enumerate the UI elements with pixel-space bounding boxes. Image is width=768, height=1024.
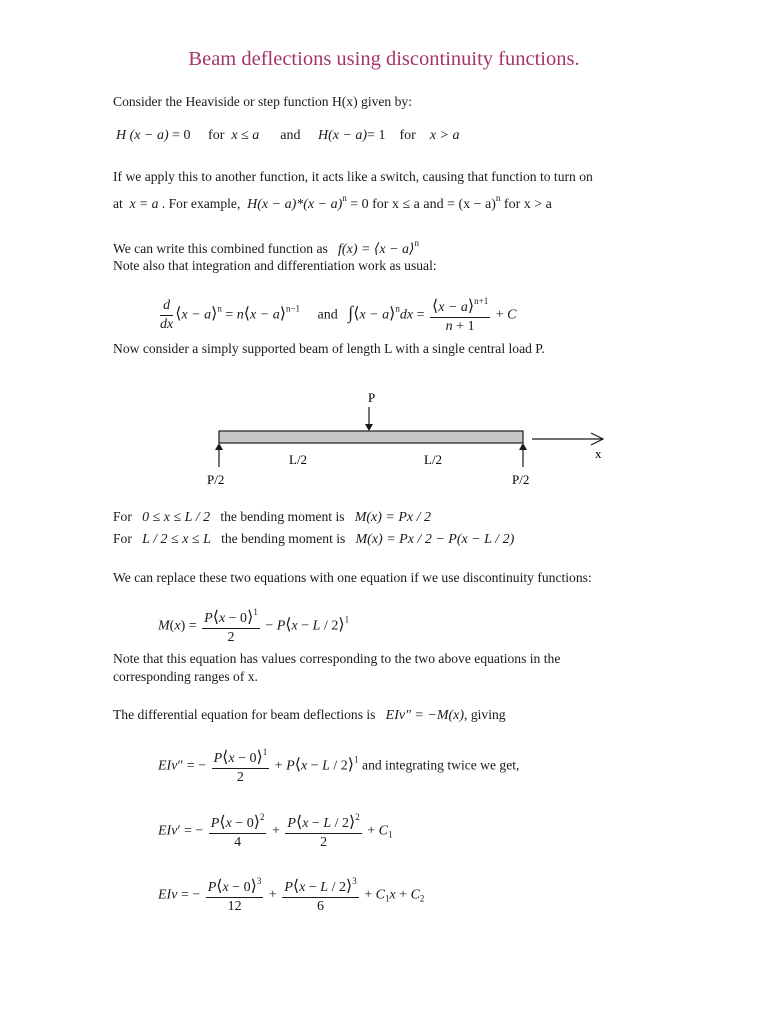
combined-function-line: We can write this combined function as f(x) = ⟨x − a⟩$^n$ xyxy=(113,238,420,257)
moment-line-2: For L / 2 ≤ x ≤ L the bending moment is M(x) = Px / 2 − P(x − L / 2) xyxy=(113,531,515,547)
beam-diagram xyxy=(0,380,768,490)
integration-note: Note also that integration and differentiation work as usual: xyxy=(113,258,437,273)
load-arrow-head xyxy=(365,424,373,431)
right-support-arrow-head xyxy=(519,443,527,450)
right-half-label: L/2 xyxy=(424,452,443,467)
switch-line-1: If we apply this to another function, it acts like a switch, causing that function to turn on xyxy=(113,169,593,184)
equation-eiv-first: EIv′ = − $\frac{P⟨x - 0⟩^2}{4}$ + $\frac{P⟨x - L / 2⟩^2}{2}$ + $C_1$ xyxy=(158,812,393,850)
page-title: Beam deflections using discontinuity functions. xyxy=(188,48,580,70)
moment-equation: M(x) = $\frac{P⟨x - 0⟩^1}{2}$ − P⟨x − L / 2⟩$^1$ xyxy=(158,607,350,645)
switch-line-2: at x = a . For example, $H(x - a)*(x - a)^n = 0$ for x ≤ a and = $(x - a)^n$ for x > a xyxy=(113,193,552,212)
load-label: P xyxy=(368,390,376,405)
equation-eiv: EIv = − $\frac{P⟨x - 0⟩^3}{12}$ + $\frac{P⟨x - L / 2⟩^3}{6}$ + $C_1x + C_2$ xyxy=(158,876,425,914)
left-reaction-label: P/2 xyxy=(207,472,225,487)
differential-line: The differential equation for beam deflections is EIv″ = −M(x), giving xyxy=(113,707,506,723)
heaviside-definition: H (x − a) = 0 for x ≤ a and H(x − a)= 1 for x > a xyxy=(116,128,460,143)
replace-text: We can replace these two equations with one equation if we use discontinuity functions: xyxy=(113,570,592,585)
left-support-arrow-head xyxy=(215,443,223,450)
beam-body xyxy=(219,431,523,443)
note-values-1: Note that this equation has values corresponding to the two above equations in the xyxy=(113,651,561,666)
note-values-2: corresponding ranges of x. xyxy=(113,669,258,684)
x-axis-label: x xyxy=(595,446,602,461)
intro-text: Consider the Heaviside or step function H(x) given by: xyxy=(113,94,412,109)
equation-eiv-second: EIv″ = − $\frac{P⟨x - 0⟩^1}{2}$ + P⟨x − L / 2⟩$^1$ and integrating twice we get, xyxy=(158,747,520,785)
left-half-label: L/2 xyxy=(289,452,308,467)
moment-line-1: For 0 ≤ x ≤ L / 2 the bending moment is M(x) = Px / 2 xyxy=(113,509,432,525)
beam-intro-text: Now consider a simply supported beam of length L with a single central load P. xyxy=(113,341,545,356)
derivative-integral-formula: $\frac{d}{dx}$ ⟨x − a⟩$^n$ = n⟨x − a⟩$^{n-1}$ and ∫⟨x − a⟩$^n$dx = $\frac{⟨x - a⟩^{n+1}}{n + 1}$ + C xyxy=(160,296,517,334)
right-reaction-label: P/2 xyxy=(512,472,530,487)
